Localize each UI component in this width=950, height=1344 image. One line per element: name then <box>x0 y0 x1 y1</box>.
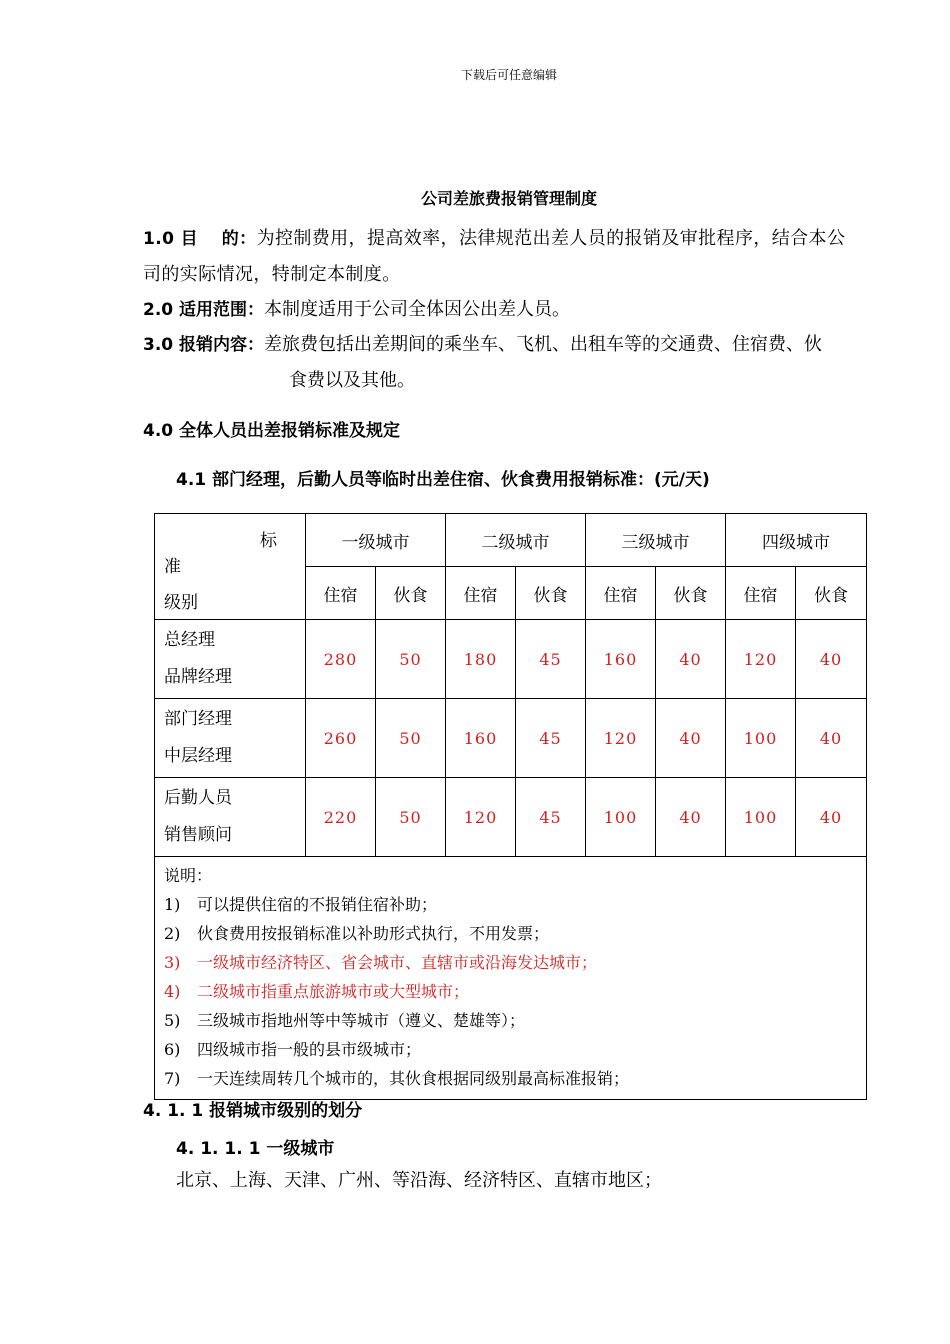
note-item: 2) 伙食费用按报销标准以补助形式执行，不用发票； <box>164 924 550 943</box>
level-cell <box>155 620 306 699</box>
section-content <box>143 327 878 363</box>
sub-header-meals: 伙食 <box>376 567 446 620</box>
section-content-text-2: 食费以及其他。 <box>289 370 415 391</box>
value-cell: 45 <box>516 699 586 778</box>
level-line-2: 销售顾问 <box>164 825 232 845</box>
section-tier1-heading: 4. 1. 1. 1 一级城市 <box>176 1139 335 1159</box>
value-cell: 100 <box>586 778 656 857</box>
value-cell: 120 <box>586 699 656 778</box>
corner-label-mid: 准 <box>164 557 181 577</box>
level-line-1: 总经理 <box>164 630 215 650</box>
sub-header-lodging: 住宿 <box>586 567 656 620</box>
table-corner-cell <box>155 514 306 620</box>
value-cell: 40 <box>796 699 867 778</box>
value-cell: 120 <box>726 620 796 699</box>
city-header-2: 二级城市 <box>446 514 586 567</box>
value-cell: 45 <box>516 778 586 857</box>
value-cell: 160 <box>446 699 516 778</box>
value-cell: 50 <box>376 778 446 857</box>
value-cell: 45 <box>516 620 586 699</box>
value-cell: 50 <box>376 699 446 778</box>
value-cell: 260 <box>306 699 376 778</box>
level-cell <box>155 778 306 857</box>
level-line-2: 品牌经理 <box>164 667 232 687</box>
table-row <box>155 778 867 857</box>
value-cell: 40 <box>656 699 726 778</box>
note-item-highlight: 4) 二级城市指重点旅游城市或大型城市； <box>164 982 470 1001</box>
section-standards-heading: 4.0 全体人员出差报销标准及规定 <box>143 421 401 441</box>
city-header-4: 四级城市 <box>726 514 867 567</box>
value-cell: 280 <box>306 620 376 699</box>
city-header-1: 一级城市 <box>306 514 446 567</box>
note-item: 5) 三级城市指地州等中等城市（遵义、楚雄等）； <box>164 1011 526 1030</box>
level-line-1: 部门经理 <box>164 709 232 729</box>
value-cell: 40 <box>656 778 726 857</box>
section-purpose-text-2: 司的实际情况，特制定本制度。 <box>143 264 401 285</box>
notes-cell <box>155 857 867 1100</box>
table-row <box>155 620 867 699</box>
section-content-label: 3.0 报销内容： <box>143 335 265 355</box>
value-cell: 220 <box>306 778 376 857</box>
section-purpose-text-1: 为控制费用，提高效率，法律规范出差人员的报销及审批程序，结合本公 <box>256 228 846 249</box>
sub-header-lodging: 住宿 <box>726 567 796 620</box>
value-cell: 40 <box>796 620 867 699</box>
level-line-2: 中层经理 <box>164 746 232 766</box>
sub-header-meals: 伙食 <box>656 567 726 620</box>
section-standards-subheading: 4.1 部门经理，后勤人员等临时出差住宿、伙食费用报销标准：(元/天) <box>176 470 710 490</box>
notes-title: 说明： <box>164 866 213 885</box>
corner-label-top: 标 <box>260 531 277 551</box>
value-cell: 160 <box>586 620 656 699</box>
value-cell: 50 <box>376 620 446 699</box>
value-cell: 40 <box>796 778 867 857</box>
section-scope-label: 2.0 适用范围： <box>143 300 265 320</box>
value-cell: 100 <box>726 778 796 857</box>
sub-header-meals: 伙食 <box>796 567 867 620</box>
note-item: 1) 可以提供住宿的不报销住宿补助； <box>164 895 438 914</box>
reimbursement-standards-table <box>154 513 867 1100</box>
section-purpose-label: 1.0 目 的： <box>143 229 257 249</box>
value-cell: 180 <box>446 620 516 699</box>
section-content-text-1: 差旅费包括出差期间的乘坐车、飞机、出租车等的交通费、住宿费、伙 <box>264 334 823 355</box>
section-city-levels-heading: 4. 1. 1 报销城市级别的划分 <box>143 1101 363 1121</box>
sub-header-lodging: 住宿 <box>306 567 376 620</box>
section-tier1-text: 北京、上海、天津、广州、等沿海、经济特区、直辖市地区； <box>176 1170 662 1191</box>
level-line-1: 后勤人员 <box>164 788 232 808</box>
sub-header-meals: 伙食 <box>516 567 586 620</box>
value-cell: 40 <box>656 620 726 699</box>
value-cell: 100 <box>726 699 796 778</box>
section-scope-text: 本制度适用于公司全体因公出差人员。 <box>264 299 571 320</box>
note-item: 6) 四级城市指一般的县市级城市； <box>164 1040 422 1059</box>
section-scope <box>143 292 878 328</box>
table-row <box>155 699 867 778</box>
value-cell: 120 <box>446 778 516 857</box>
city-header-3: 三级城市 <box>586 514 726 567</box>
section-purpose <box>143 221 878 293</box>
corner-label-bottom: 级别 <box>164 593 198 613</box>
note-item-highlight: 3) 一级城市经济特区、省会城市、直辖市或沿海发达城市； <box>164 953 598 972</box>
sub-header-lodging: 住宿 <box>446 567 516 620</box>
document-title: 公司差旅费报销管理制度 <box>420 189 597 208</box>
note-item: 7) 一天连续周转几个城市的，其伙食根据同级别最高标准报销； <box>164 1069 630 1088</box>
level-cell <box>155 699 306 778</box>
page-header: 下载后可任意编辑 <box>460 68 557 82</box>
